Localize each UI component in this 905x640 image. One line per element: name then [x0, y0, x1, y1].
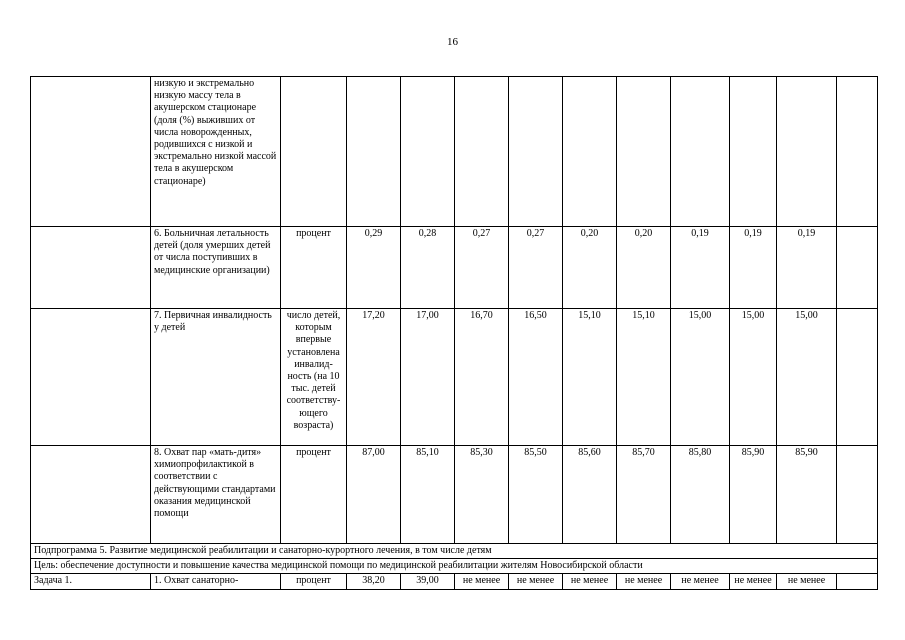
value-cell: 17,20: [347, 309, 401, 446]
value-cell: 0,27: [455, 227, 509, 309]
empty-cell: [837, 77, 878, 227]
value-cell: 87,00: [347, 446, 401, 544]
task-cell: [31, 77, 151, 227]
value-cell: [730, 77, 777, 227]
value-cell: не менее: [455, 574, 509, 589]
value-cell: 39,00: [401, 574, 455, 589]
page-number: 16: [447, 36, 458, 48]
empty-cell: [837, 574, 878, 589]
value-cell: 85,30: [455, 446, 509, 544]
goal-title: Цель: обеспечение доступности и повышение качества медицинской помощи по медицинской реабилитации жителям Новосибирской области: [31, 559, 878, 574]
value-cell: 0,20: [617, 227, 671, 309]
value-cell: 85,90: [730, 446, 777, 544]
empty-cell: [837, 309, 878, 446]
table-row: [31, 309, 878, 446]
value-cell: 17,00: [401, 309, 455, 446]
indicator-cell: 8. Охват пар «мать-дитя» химиопрофилактикой в соответствии с действующими стандартами оказания медицинской помощи: [151, 446, 281, 544]
task-cell: [31, 227, 151, 309]
value-cell: 0,19: [671, 227, 730, 309]
value-cell: не менее: [509, 574, 563, 589]
value-cell: 16,50: [509, 309, 563, 446]
value-cell: 0,19: [730, 227, 777, 309]
table-row: [31, 227, 878, 309]
value-cell: 0,19: [777, 227, 837, 309]
empty-cell: [837, 227, 878, 309]
indicator-cell: 7. Первичная инвалидность у детей: [151, 309, 281, 446]
indicator-cell: 6. Больничная летальность детей (доля умерших детей от числа поступивших в медицинские организации): [151, 227, 281, 309]
value-cell: [509, 77, 563, 227]
value-cell: 85,10: [401, 446, 455, 544]
task-cell: [31, 446, 151, 544]
unit-cell: процент: [281, 227, 347, 309]
value-cell: не менее: [777, 574, 837, 589]
value-cell: [347, 77, 401, 227]
unit-cell: процент: [281, 574, 347, 589]
value-cell: не менее: [563, 574, 617, 589]
indicators-table: [30, 76, 878, 590]
value-cell: [563, 77, 617, 227]
unit-cell: [281, 77, 347, 227]
indicator-cell: 1. Охват санаторно-: [151, 574, 281, 589]
value-cell: 0,29: [347, 227, 401, 309]
table-row: [31, 446, 878, 544]
value-cell: 85,50: [509, 446, 563, 544]
value-cell: 15,00: [730, 309, 777, 446]
value-cell: не менее: [730, 574, 777, 589]
value-cell: 0,28: [401, 227, 455, 309]
table-row: [31, 574, 878, 589]
value-cell: 15,10: [563, 309, 617, 446]
value-cell: 85,80: [671, 446, 730, 544]
value-cell: 38,20: [347, 574, 401, 589]
value-cell: 16,70: [455, 309, 509, 446]
subprogram-title: Подпрограмма 5. Развитие медицинской реабилитации и санаторно-курортного лечения, в том числе детям: [31, 544, 878, 559]
indicator-cell: низкую и экстремально низкую массу тела в акушерском стационаре (доля (%) выживших от числа новорожденных, родившихся с низкой и экстремально низкой массой тела в акушерском стационаре): [151, 77, 281, 227]
value-cell: [671, 77, 730, 227]
task-cell: Задача 1.: [31, 574, 151, 589]
task-cell: [31, 309, 151, 446]
unit-cell: процент: [281, 446, 347, 544]
value-cell: [455, 77, 509, 227]
value-cell: [617, 77, 671, 227]
value-cell: не менее: [671, 574, 730, 589]
value-cell: 85,60: [563, 446, 617, 544]
value-cell: 85,70: [617, 446, 671, 544]
goal-row: [31, 559, 878, 574]
value-cell: 0,27: [509, 227, 563, 309]
value-cell: 15,00: [777, 309, 837, 446]
value-cell: [777, 77, 837, 227]
value-cell: 15,10: [617, 309, 671, 446]
value-cell: 0,20: [563, 227, 617, 309]
unit-cell: число детей, которым впервые установлена инвалид- ность (на 10 тыс. детей соответству- ющего возраста): [281, 309, 347, 446]
table-row: [31, 77, 878, 227]
value-cell: 15,00: [671, 309, 730, 446]
subprogram-row: [31, 544, 878, 559]
value-cell: не менее: [617, 574, 671, 589]
value-cell: 85,90: [777, 446, 837, 544]
empty-cell: [837, 446, 878, 544]
value-cell: [401, 77, 455, 227]
